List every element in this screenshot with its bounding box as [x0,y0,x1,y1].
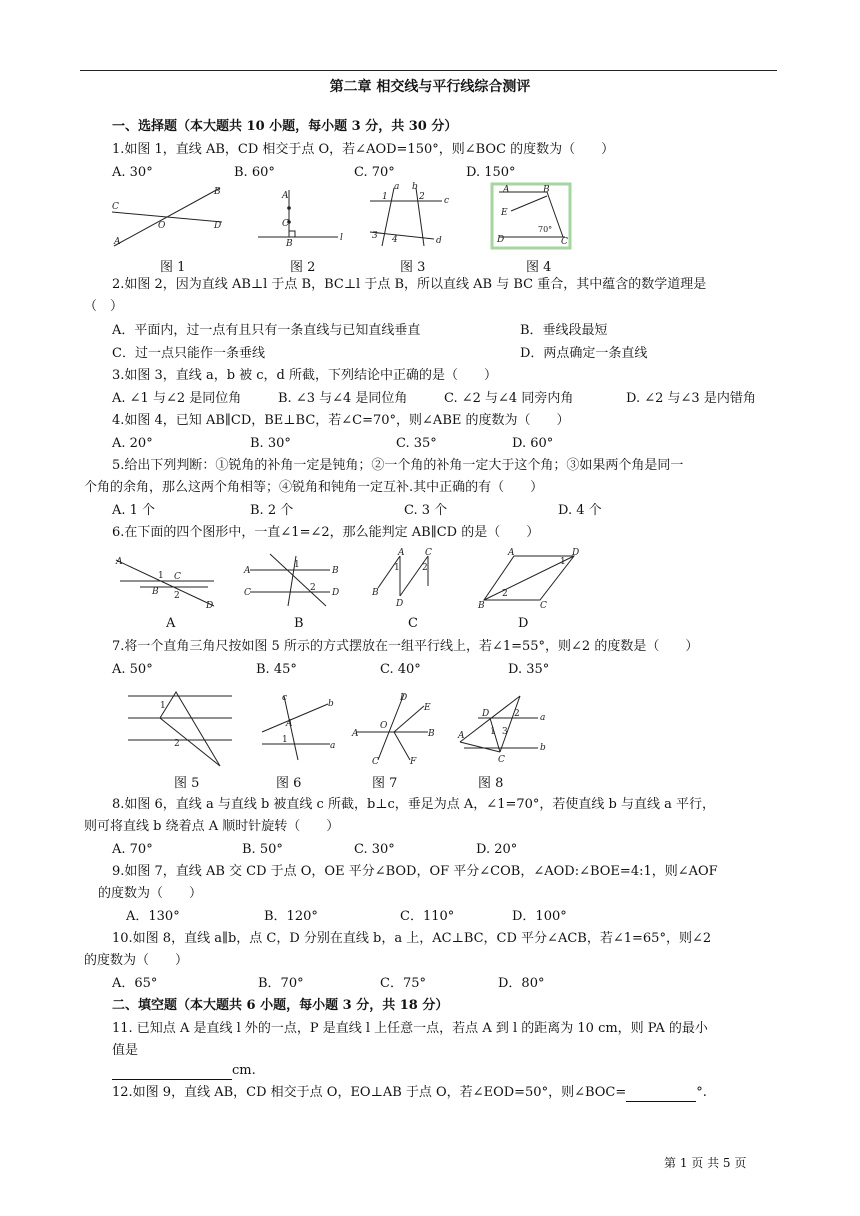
q5-option-a: A. 1 个 [112,503,156,518]
fig3-label-3: 3 [372,231,378,241]
fig6d-label-a: A [508,548,515,558]
fig4-label-70: 70° [538,225,553,234]
question-8-line-1: 8.如图 6，直线 a 与直线 b 被直线 c 所截，b⊥c，垂足为点 A，∠1=70°，若使直线 b 与直线 a 平行， [112,797,716,812]
question-8-line-2: 则可将直线 b 绕着点 A 顺时针旋转（ ） [84,819,340,834]
fig6d-label-2: 2 [502,589,508,599]
figure-6a [112,550,222,612]
fig6b-label-c: C [244,588,251,598]
fig1-label-a: A [114,237,121,247]
caption-figure-1: 图 1 [160,260,186,275]
figure-3 [366,182,456,252]
q8-option-b: B. 50° [242,842,283,857]
figure-4 [491,182,573,252]
fig6b-label-d: D [332,588,340,598]
q12-tail: °. [696,1085,707,1100]
fig4-label-b: B [543,185,550,195]
fig8-label-1: 1 [490,727,496,737]
q3-option-b: B. ∠3 与∠4 是同位角 [278,391,408,406]
q5-option-b: B. 2 个 [250,503,294,518]
section-choice-heading: 一、选择题（本大题共 10 小题，每小题 3 分，共 30 分） [112,119,458,134]
fig5-label-1: 1 [160,701,166,711]
question-11-line-2: 值是 [112,1043,139,1058]
fig6-label-c: c [282,693,288,703]
caption-figure-7: 图 7 [372,776,398,791]
q4-option-c: C. 35° [396,436,437,451]
question-9-line-2: 的度数为（ ） [98,886,203,901]
fig2-label-c: C [282,219,289,229]
fig7-label-d: D [400,693,408,703]
q7-option-c: C. 40° [380,662,421,677]
fig2-label-a: A [282,191,289,201]
fig7-label-b: B [428,729,435,739]
q4-option-a: A. 20° [112,436,153,451]
q4-option-b: B. 30° [250,436,291,451]
q10-option-d: D．80° [498,976,545,991]
q7-option-a: A. 50° [112,662,153,677]
question-4: 4.如图 4，已知 AB∥CD，BE⊥BC，若∠C=70°，则∠ABE 的度数为（ ） [112,413,570,428]
fig6c-label-a: A [398,548,405,558]
question-12-row [112,1084,707,1102]
fig5-label-2: 2 [174,739,180,749]
q7-option-d: D. 35° [508,662,550,677]
fig1-label-b: B [214,187,221,197]
q9-option-a: A．130° [126,909,180,924]
fig8-label-a-line: a [540,713,546,723]
fig6b-label-1: 1 [294,560,300,570]
question-10-line-2: 的度数为（ ） [84,953,189,968]
fig6b-label-2: 2 [310,583,316,593]
fig7-label-f: F [410,757,417,767]
fig6b-label-a: A [244,566,251,576]
fig6-label-1: 1 [282,735,288,745]
question-3: 3.如图 3，直线 a，b 被 c，d 所截，下列结论中正确的是（ ） [112,368,498,383]
fig4-label-d: D [497,235,505,245]
q2-option-a: A．平面内，过一点有且只有一条直线与已知直线垂直 [112,323,421,338]
fig6d-label-c: C [540,601,547,611]
q6-option-c: C [408,616,418,631]
fig6c-label-b: B [372,588,379,598]
fig8-label-b-line: b [540,743,546,753]
q12-answer-blank[interactable] [626,1087,696,1102]
q6-option-d: D [518,616,529,631]
caption-figure-8: 图 8 [478,776,504,791]
fig4-label-c: C [561,237,568,247]
fig6a-label-1: 1 [158,571,164,581]
fig6d-label-b: B [478,601,485,611]
q5-option-c: C. 3 个 [404,503,448,518]
fig6b-label-b: B [332,566,339,576]
question-11-line-1: 11. 已知点 A 是直线 l 外的一点，P 是直线 l 上任意一点，若点 A 到 l 的距离为 10 cm，则 PA 的最小 [112,1021,708,1036]
q6-option-a: A [166,616,176,631]
fig6-label-a-line: a [330,741,336,751]
fig4-label-a: A [503,185,510,195]
q5-option-d: D. 4 个 [558,503,602,518]
fig8-label-a: A [458,731,465,741]
fig7-label-a: A [352,729,359,739]
fig2-label-l: l [340,233,343,243]
caption-figure-5: 图 5 [174,776,200,791]
q3-option-a: A. ∠1 与∠2 是同位角 [112,391,242,406]
fig8-label-2: 2 [514,709,520,719]
fig6a-label-c: C [174,572,181,582]
figure-6 [256,692,338,764]
question-10-line-1: 10.如图 8，直线 a∥b，点 C，D 分别在直线 b，a 上，AC⊥BC，CD 平分∠ACB，若∠1=65°，则∠2 [112,931,712,946]
q1-option-c: C. 70° [354,165,395,180]
fig7-label-o: O [380,721,388,731]
fig6c-label-d: D [396,599,404,609]
q2-option-c: C．过一点只能作一条垂线 [112,346,265,361]
fig6d-label-d: D [572,548,580,558]
figure-6d [478,548,588,612]
section-fill-heading: 二、填空题（本大题共 6 小题，每小题 3 分，共 18 分） [112,998,449,1013]
fig3-label-1: 1 [382,192,388,202]
caption-figure-4: 图 4 [526,260,552,275]
caption-figure-2: 图 2 [290,260,316,275]
fig6a-label-2: 2 [174,591,180,601]
fig3-label-d: d [436,236,442,246]
q2-option-d: D．两点确定一条直线 [520,346,648,361]
fig6a-label-a: A [116,557,123,567]
q3-option-c: C. ∠2 与∠4 同旁内角 [444,391,574,406]
q9-option-b: B．120° [264,909,318,924]
q10-option-a: A．65° [112,976,158,991]
fig8-label-c: C [498,755,505,765]
page-title: 第二章 相交线与平行线综合测评 [329,79,531,95]
fig8-label-d: D [482,709,490,719]
fig6c-label-2: 2 [422,563,428,573]
q10-option-c: C．75° [380,976,426,991]
q1-option-a: A. 30° [112,165,153,180]
page-footer: 第 1 页 共 5 页 [664,1156,747,1170]
question-5-line-2: 个角的余角，那么这两个角相等；④锐角和钝角一定互补.其中正确的有（ ） [84,480,544,495]
figure-7 [352,690,436,766]
question-7: 7.将一个直角三角尺按如图 5 所示的方式摆放在一组平行线上，若∠1=55°，则∠2 的度数是（ ） [112,639,699,654]
fig1-label-d: D [214,221,222,231]
figure-6b [242,550,342,612]
caption-figure-6: 图 6 [276,776,302,791]
figure-8 [456,688,556,766]
question-2-line-2: （ ） [84,299,124,314]
fig6c-label-1: 1 [394,563,400,573]
question-2-line-1: 2.如图 2，因为直线 AB⊥l 于点 B，BC⊥l 于点 B，所以直线 AB 与 BC 重合，其中蕴含的数学道理是 [112,277,707,292]
fig2-label-b: B [286,239,293,249]
question-9-line-1: 9.如图 7，直线 AB 交 CD 于点 O，OE 平分∠BOD，OF 平分∠COB，∠AOD:∠BOE=4:1，则∠AOF [112,864,718,879]
q8-option-d: D. 20° [476,842,518,857]
q4-option-d: D. 60° [512,436,554,451]
question-6: 6.在下面的四个图形中，一直∠1=∠2，那么能判定 AB∥CD 的是（ ） [112,525,540,540]
fig3-label-4: 4 [392,235,398,245]
question-12: 12.如图 9，直线 AB，CD 相交于点 O，EO⊥AB 于点 O，若∠EOD=50°，则∠BOC= [112,1085,627,1100]
q9-option-c: C．110° [400,909,455,924]
q11-answer-blank[interactable] [112,1065,232,1080]
figure-1 [108,182,228,252]
q9-option-d: D．100° [512,909,567,924]
fig3-label-b: b [412,182,418,192]
q11-unit: cm. [232,1063,256,1078]
q8-option-c: C. 30° [354,842,395,857]
header-rule [80,70,777,71]
fig7-label-c: C [372,757,379,767]
fig3-label-2: 2 [419,192,425,202]
fig4-label-e: E [501,208,508,218]
q1-option-b: B. 60° [234,165,275,180]
fig6a-label-b: B [152,587,159,597]
fig3-label-a: a [394,182,400,192]
fig6-label-a: A [286,719,293,729]
fig1-label-c: C [112,202,119,212]
q3-option-d: D. ∠2 与∠3 是内错角 [626,391,756,406]
fig6-label-b: b [328,699,334,709]
question-5-line-1: 5.给出下列判断：①锐角的补角一定是钝角；②一个角的补角一定大于这个角；③如果两个角是同一 [112,458,684,473]
q6-option-b: B [294,616,304,631]
caption-figure-3: 图 3 [400,260,426,275]
fig7-label-e: E [424,703,431,713]
fig6a-label-d: D [206,601,214,611]
figure-6c [370,548,450,612]
fig6c-label-c: C [425,548,432,558]
q2-option-b: B．垂线段最短 [520,323,608,338]
fig6d-label-1: 1 [560,557,566,567]
fig1-label-o: O [158,221,166,231]
q8-option-a: A. 70° [112,842,153,857]
q1-option-d: D. 150° [466,165,516,180]
figure-2 [256,186,346,248]
q10-option-b: B．70° [258,976,304,991]
figure-5 [124,688,239,768]
question-1: 1.如图 1，直线 AB，CD 相交于点 O，若∠AOD=150°，则∠BOC 的度数为（ ） [112,142,615,157]
q11-answer-row [112,1062,256,1080]
fig8-label-3: 3 [502,727,508,737]
fig3-label-c: c [444,196,450,206]
q7-option-b: B. 45° [256,662,297,677]
